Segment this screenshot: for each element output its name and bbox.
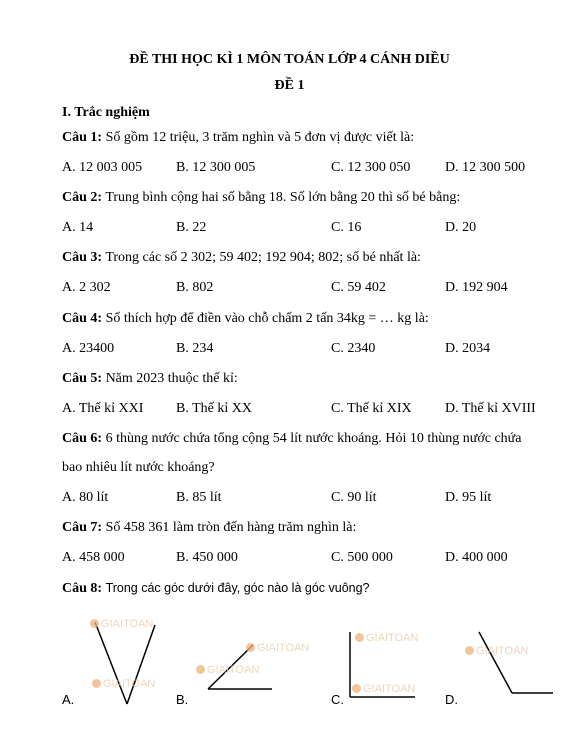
watermark-icon	[196, 665, 205, 674]
watermark-logo: GIAITOAN	[196, 664, 259, 676]
watermark-icon	[92, 679, 101, 688]
option-d: D. 12 300 500	[445, 160, 526, 175]
option-d: D. Thế kỉ XVIII	[445, 401, 536, 416]
watermark-logo: GIAITOAN	[352, 683, 415, 695]
option-d: D. 2034	[445, 341, 491, 356]
question-text: Trong các số 2 302; 59 402; 192 904; 802; số bé nhất là:	[105, 250, 421, 265]
question-label: Câu 6:	[62, 431, 103, 446]
option-b: B. Thế kỉ XX	[176, 401, 252, 416]
option-c: C. 500 000	[331, 550, 393, 565]
option-a: A. 2 302	[62, 280, 111, 295]
watermark-icon	[90, 619, 99, 628]
watermark-icon	[352, 684, 361, 693]
watermark-icon	[465, 646, 474, 655]
option-b: B. 22	[176, 220, 207, 235]
figure-label-a: A.	[62, 692, 75, 707]
option-d: D. 95 lít	[445, 490, 492, 505]
figure-label-b: B.	[176, 692, 189, 707]
exam-number: ĐỀ 1	[274, 78, 305, 93]
option-a: A. 23400	[62, 341, 115, 356]
question-1	[62, 130, 414, 146]
option-a: A. 80 lít	[62, 490, 109, 505]
option-b: B. 450 000	[176, 550, 238, 565]
question-8	[62, 581, 370, 597]
option-a: A. Thế kỉ XXI	[62, 401, 144, 416]
question-7	[62, 520, 356, 536]
option-c: C. 12 300 050	[331, 160, 411, 175]
option-c: C. Thế kỉ XIX	[331, 401, 412, 416]
question-label: Câu 7:	[62, 520, 103, 535]
watermark-logo: GIAITOAN	[92, 678, 155, 690]
page-title: ĐỀ THI HỌC KÌ 1 MÔN TOÁN LỚP 4 CÁNH DIỀU	[129, 52, 450, 67]
question-text: Số 458 361 làm tròn đến hàng trăm nghìn là:	[105, 520, 357, 535]
angle-figures	[0, 600, 579, 746]
question-3	[62, 250, 421, 266]
option-d: D. 400 000	[445, 550, 508, 565]
option-a: A. 458 000	[62, 550, 125, 565]
option-c: C. 59 402	[331, 280, 386, 295]
question-4	[62, 311, 429, 327]
watermark-logo: GIAITOAN	[355, 632, 418, 644]
watermark-icon	[246, 643, 255, 652]
option-a: A. 14	[62, 220, 94, 235]
question-text: Số gồm 12 triệu, 3 trăm nghìn và 5 đơn vị được viết là:	[105, 130, 415, 145]
watermark-icon	[355, 633, 364, 642]
question-label: Câu 2:	[62, 190, 103, 205]
question-5	[62, 371, 238, 387]
option-b: B. 234	[176, 341, 214, 356]
question-text: Trung bình cộng hai số bằng 18. Số lớn bằng 20 thì số bé bằng:	[105, 190, 461, 205]
question-label: Câu 8:	[62, 581, 103, 596]
watermark-logo: GIAITOAN	[465, 645, 528, 657]
question-label: Câu 4:	[62, 311, 103, 326]
option-d: D. 20	[445, 220, 477, 235]
option-c: C. 16	[331, 220, 362, 235]
question-label: Câu 3:	[62, 250, 103, 265]
watermark-logo: GIAITOAN	[90, 618, 153, 630]
option-c: C. 90 lít	[331, 490, 377, 505]
question-2	[62, 190, 460, 206]
question-text: Số thích hợp để điền vào chỗ chấm 2 tấn 34kg = … kg là:	[105, 311, 429, 326]
option-a: A. 12 003 005	[62, 160, 143, 175]
question-label: Câu 5:	[62, 371, 103, 386]
option-c: C. 2340	[331, 341, 376, 356]
angle-a-figure	[95, 622, 155, 704]
question-text: 6 thùng nước chứa tổng cộng 54 lít nước khoáng. Hỏi 10 thùng nước chứa	[105, 431, 522, 446]
question-text: Trong các góc dưới đây, góc nào là góc vuông?	[105, 581, 370, 595]
question-text: Năm 2023 thuộc thế kỉ:	[105, 371, 238, 386]
option-d: D. 192 904	[445, 280, 508, 295]
question-6-continued: bao nhiêu lít nước khoáng?	[62, 460, 215, 475]
question-6	[62, 431, 521, 447]
option-b: B. 12 300 005	[176, 160, 256, 175]
watermark-logo: GIAITOAN	[246, 642, 309, 654]
figure-label-d: D.	[445, 692, 458, 707]
angle-d-figure	[479, 632, 553, 693]
figure-label-c: C.	[331, 692, 344, 707]
section-heading: I. Trắc nghiệm	[62, 105, 150, 120]
option-b: B. 85 lít	[176, 490, 222, 505]
question-label: Câu 1:	[62, 130, 103, 145]
option-b: B. 802	[176, 280, 214, 295]
